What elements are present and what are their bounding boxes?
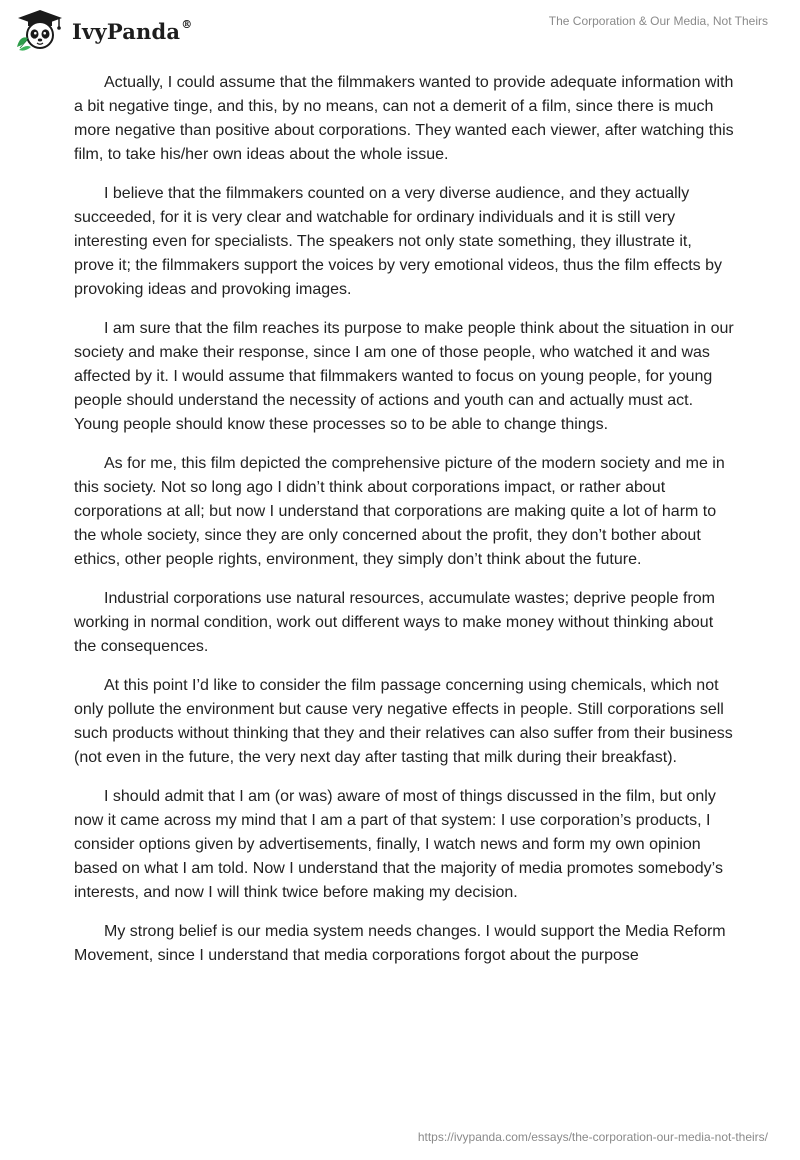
paragraph: I believe that the filmmakers counted on a very diverse audience, and they actually succeeded, for it is very clear and watchable for ordinary individuals and it is still very interesting even for specialists. The speakers not only state something, they illustrate it, prove it; the filmmakers support the voices by very emotional videos, thus the film effects by provoking ideas and provoking images. <box>74 185 722 298</box>
paragraph: At this point I’d like to consider the film passage concerning using chemicals, which not only pollute the environment but cause very negative effects in people. Still corporations sell such products without thinking that they and their relatives can also suffer from their business (not even in the future, the very next day after tasting that milk during their breakfast). <box>74 677 733 766</box>
paragraph: I am sure that the film reaches its purpose to make people think about the situation in our society and make their response, since I am one of those people, who watched it and was affected by it. I would assume that filmmakers wanted to focus on young people, for young people should understand the necessity of actions and youth can and actually must act. Young people should know these processes so to be able to change things. <box>74 320 734 433</box>
paragraph: As for me, this film depicted the comprehensive picture of the modern society and me in this society. Not so long ago I didn’t think about corporations impact, or rather about corporations at all; but now I understand that corporations are making quite a lot of harm to the whole society, since they are only concerned about the profit, they don’t bother about ethics, other people rights, environment, they simply don’t think about the future. <box>74 455 725 568</box>
essay-body <box>74 71 734 983</box>
source-url-link[interactable]: https://ivypanda.com/essays/the-corporation-our-media-not-theirs/ <box>417 1130 768 1144</box>
document-title: The Corporation & Our Media, Not Theirs <box>548 14 768 28</box>
logo-text: IvyPanda® <box>72 17 193 44</box>
paragraph: Industrial corporations use natural resources, accumulate wastes; deprive people from working in normal condition, work out different ways to make money without thinking about the consequences. <box>74 590 715 655</box>
paragraph: My strong belief is our media system needs changes. I would support the Media Reform Movement, since I understand that media corporations forgot about the purpose <box>74 923 726 964</box>
panda-graduate-icon <box>14 7 66 51</box>
paragraph: Actually, I could assume that the filmmakers wanted to provide adequate information with a bit negative tinge, and this, by no means, can not a demerit of a film, since there is much more negative than positive about corporations. They wanted each viewer, after watching this film, to take his/her own ideas about the whole issue. <box>74 74 734 163</box>
page-header <box>0 0 800 60</box>
ivypanda-logo[interactable] <box>14 9 204 49</box>
paragraph: I should admit that I am (or was) aware of most of things discussed in the film, but only now it came across my mind that I am a part of that system: I use corporation’s products, I consider options given by advertisements, finally, I watch news and form my own opinion based on what I am told. Now I understand that the majority of media promotes somebody’s interests, and now I will think twice before making my decision. <box>74 788 723 901</box>
